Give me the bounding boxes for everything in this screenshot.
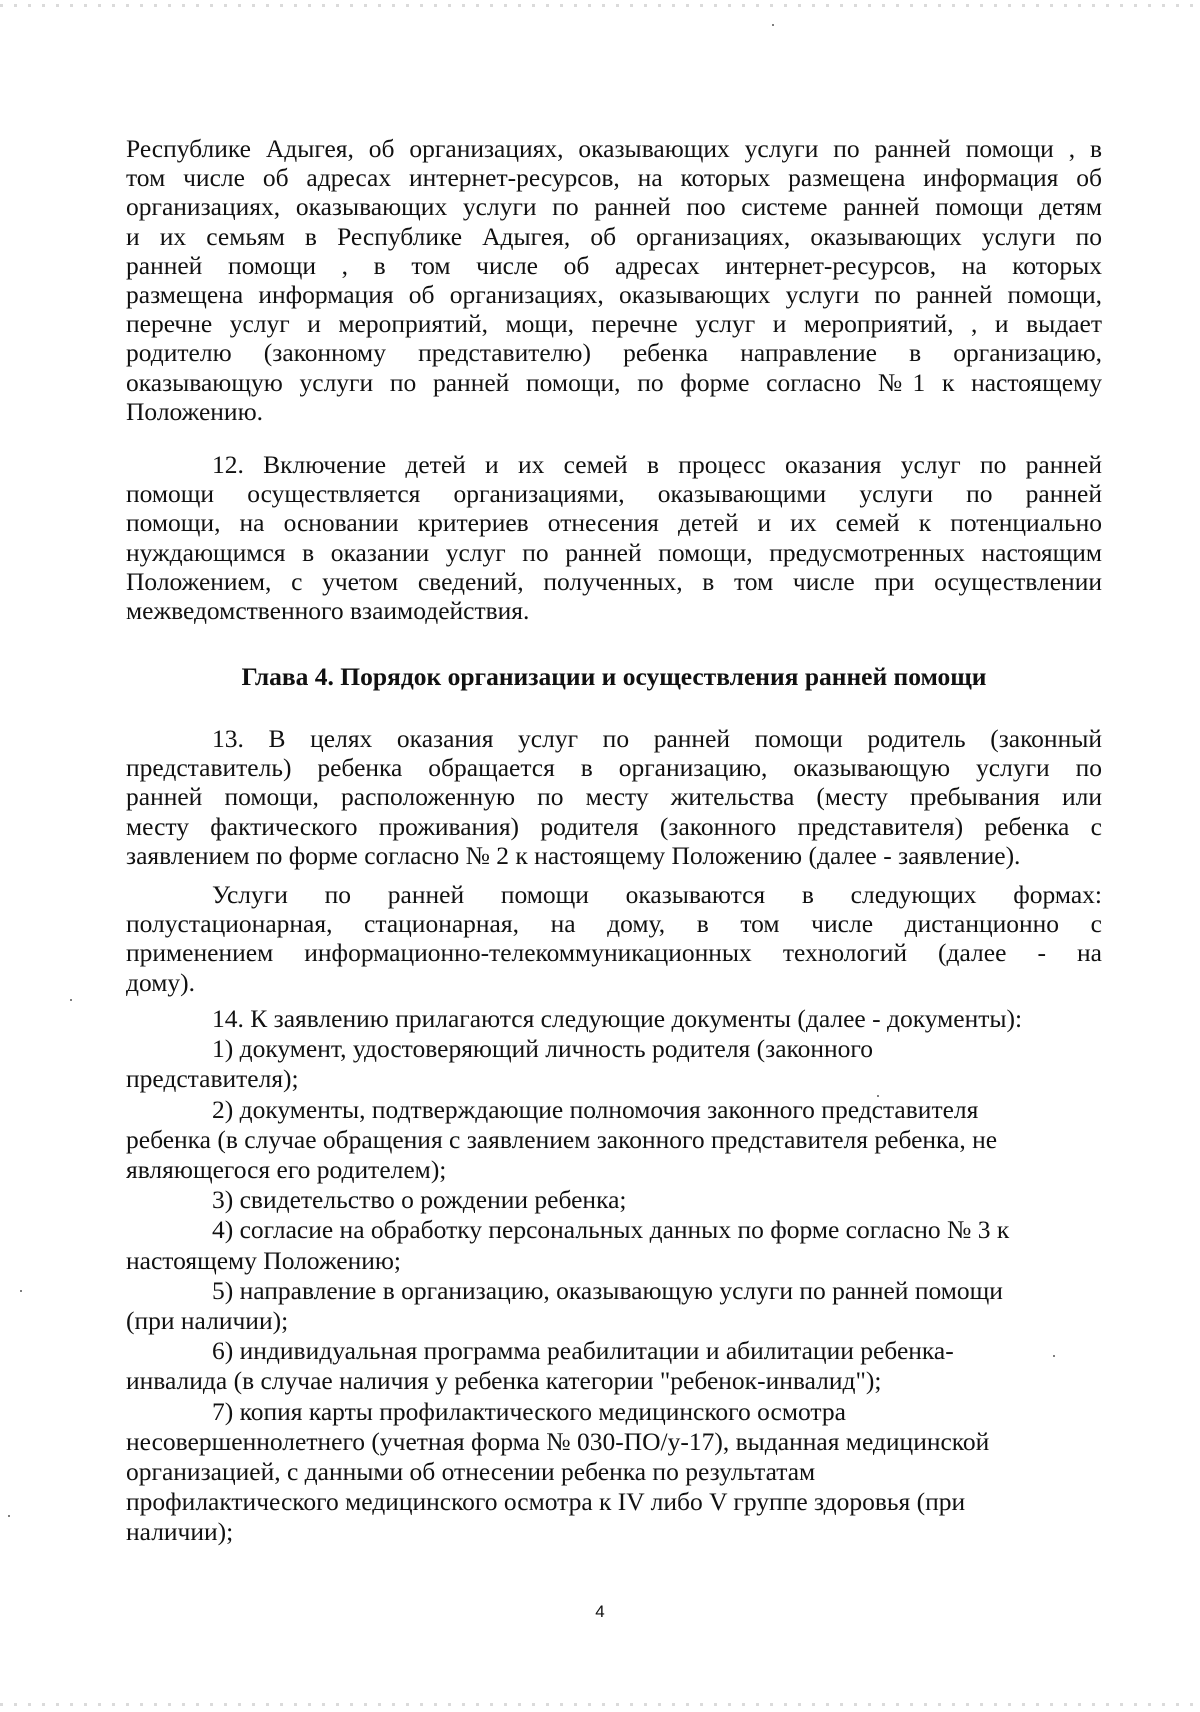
paragraph-12	[126, 450, 1102, 625]
text-line: перечне услуг и мероприятий, мощи, перечне услуг и мероприятий, , и выдает	[126, 309, 1102, 339]
text-line: ребенка (в случае обращения с заявлением законного представителя ребенка, не	[126, 1124, 998, 1154]
list-item: 1) документ, удостоверяющий личность родителя (законного	[212, 1034, 873, 1064]
text-line: 13. В целях оказания услуг по ранней помощи родитель (законный	[212, 724, 1102, 753]
text-line: размещена информация об организациях, оказывающих услуги по ранней помощи,	[126, 280, 1102, 310]
text-line: 14. К заявлению прилагаются следующие документы (далее - документы):	[212, 1004, 1023, 1033]
text-line: (при наличии);	[126, 1306, 289, 1336]
text-line: являющегося его родителем);	[126, 1155, 447, 1185]
scan-speck	[772, 24, 774, 26]
text-line: организацией, с данными об отнесении ребенка по результатам	[126, 1457, 816, 1487]
text-line: профилактического медицинского осмотра к IV либо V группе здоровья (при	[126, 1487, 966, 1517]
text-line: межведомственного взаимодействия.	[126, 596, 530, 626]
paragraph-service-forms	[126, 880, 1102, 997]
text-line: заявлением по форме согласно № 2 к настоящему Положению (далее - заявление).	[126, 840, 1021, 870]
text-line: полустационарная, стационарная, на дому, в том числе дистанционно с	[126, 909, 1102, 939]
continuation-paragraph	[126, 134, 1102, 426]
scan-speck	[20, 1290, 22, 1292]
text-line: оказывающую услуги по ранней помощи, по форме согласно №1 к настоящему	[126, 367, 1102, 397]
paragraph-14	[126, 1004, 1102, 1548]
paragraph-13	[126, 724, 1102, 870]
page-number: 4	[595, 1602, 605, 1621]
text-line: организациях, оказывающих услуги по ранней поо системе ранней помощи детям	[126, 192, 1102, 222]
text-line: Положению.	[126, 396, 263, 426]
text-line: применением информационно-телекоммуникационных технологий (далее - на	[126, 938, 1102, 968]
text-line: помощи осуществляется организациями, оказывающими услуги по ранней	[126, 479, 1102, 509]
text-line: 12. Включение детей и их семей в процесс оказания услуг по ранней	[212, 450, 1102, 479]
text-line: нуждающимся в оказании услуг по ранней помощи, предусмотренных настоящим	[126, 537, 1102, 567]
text-line: Республике Адыгея, об организациях, оказывающих услуги по ранней помощи , в	[126, 134, 1102, 163]
text-line: настоящему Положению;	[126, 1245, 401, 1275]
scan-artifact-bottom	[0, 1703, 1200, 1706]
text-line: ранней помощи , в том числе об адресах интернет-ресурсов, на которых	[126, 250, 1102, 280]
text-line: месту фактического проживания) родителя (законного представителя) ребенка с	[126, 811, 1102, 841]
scan-artifact-top	[0, 4, 1200, 7]
scan-speck	[8, 1515, 10, 1517]
list-item: 5) направление в организацию, оказывающую услуги по ранней помощи	[212, 1275, 1003, 1305]
text-line: Услуги по ранней помощи оказываются в следующих формах:	[212, 880, 1102, 909]
list-item: 3) свидетельство о рождении ребенка;	[212, 1185, 627, 1215]
text-line: и их семьям в Республике Адыгея, об организациях, оказывающих услуги по	[126, 221, 1102, 251]
text-line: инвалида (в случае наличия у ребенка категории "ребенок-инвалид");	[126, 1366, 882, 1396]
text-line: родителю (законному представителю) ребенка направление в организацию,	[126, 338, 1102, 368]
chapter-heading: Глава 4. Порядок организации и осуществления ранней помощи	[241, 662, 987, 691]
text-line: представителя);	[126, 1064, 299, 1094]
text-line: дому).	[126, 967, 195, 997]
text-line: наличии);	[126, 1517, 234, 1547]
text-line: том числе об адресах интернет-ресурсов, на которых размещена информация об	[126, 163, 1102, 193]
text-line: Положением, с учетом сведений, полученных, в том числе при осуществлении	[126, 566, 1102, 596]
list-item: 4) согласие на обработку персональных данных по форме согласно № 3 к	[212, 1215, 1010, 1245]
text-line: несовершеннолетнего (учетная форма № 030-ПО/у-17), выданная медицинской	[126, 1426, 990, 1456]
scan-speck	[70, 999, 72, 1001]
text-line: ранней помощи, расположенную по месту жительства (месту пребывания или	[126, 782, 1102, 812]
list-item: 6) индивидуальная программа реабилитации и абилитации ребенка-	[212, 1336, 954, 1366]
text-line: представитель) ребенка обращается в организацию, оказывающую услуги по	[126, 753, 1102, 783]
list-item: 2) документы, подтверждающие полномочия законного представителя	[212, 1094, 979, 1124]
list-item: 7) копия карты профилактического медицинского осмотра	[212, 1396, 846, 1426]
text-line: помощи, на основании критериев отнесения детей и их семей к потенциально	[126, 508, 1102, 538]
